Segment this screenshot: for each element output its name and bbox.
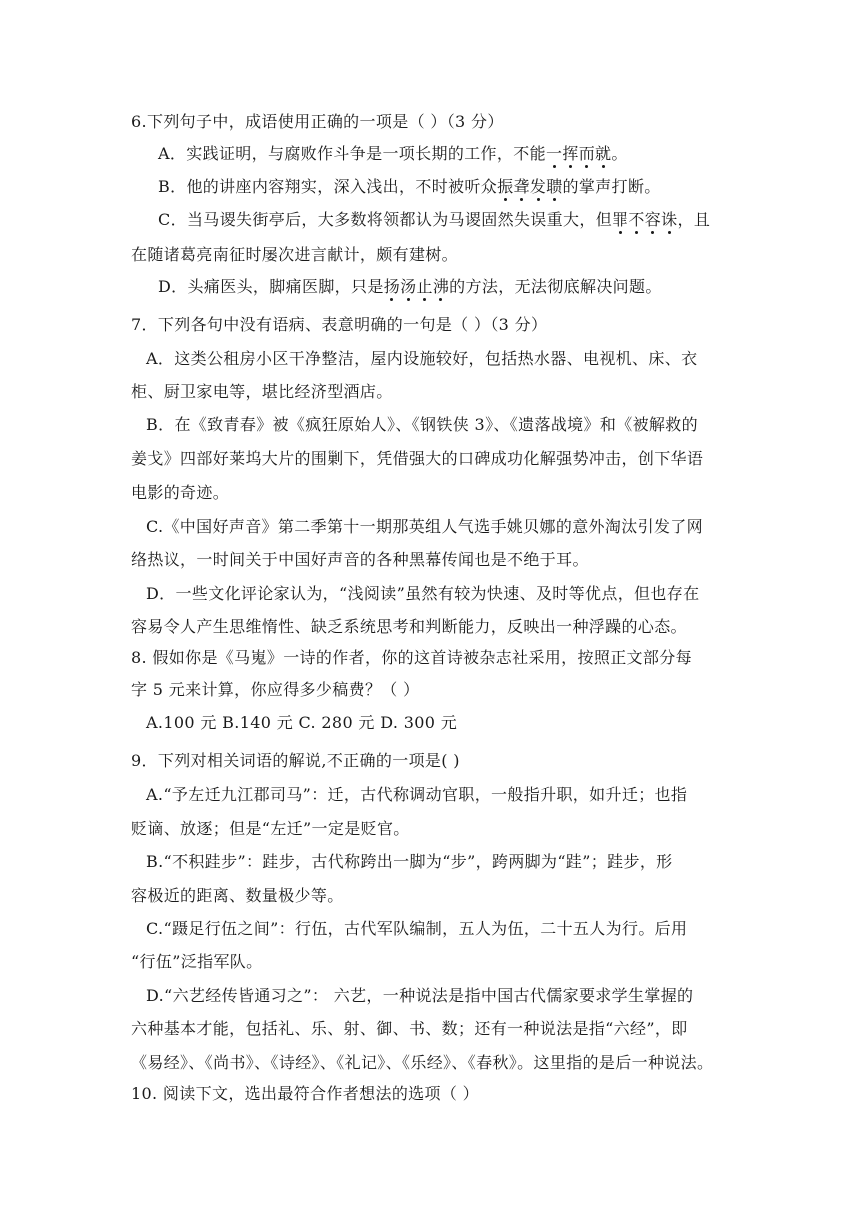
emphasis-char: 汤 [400,277,417,296]
q10-stem: 10. 阅读下文，选出最符合作者想法的选项（ ） [131,1084,480,1103]
q7-option-d-cont: 容易令人产生思维惰性、缺乏系统思考和判断能力，反映出一种浮躁的心态。 [131,617,687,636]
emphasis-char: 挥 [562,144,579,163]
emphasis-char: 止 [416,277,433,296]
emphasis-char: 发 [529,177,547,196]
emphasis-char: 振 [497,177,514,196]
emphasis-char: 聩 [546,177,563,196]
q6-option-d: D．头痛医头，脚痛医脚，只是扬汤止沸的方法，无法彻底解决问题。 [158,277,662,296]
emphasis-char: 聋 [513,177,530,196]
q9-option-d-cont1: 六种基本才能，包括礼、乐、射、御、书、数；还有一种说法是指“六经”，即 [131,1019,688,1038]
q7-option-c-cont: 络热议，一时间关于中国好声音的各种黑幕传闻也是不绝于耳。 [131,550,589,569]
emphasis-char: 沸 [432,277,450,296]
q7-option-a: A．这类公租房小区干净整洁，屋内设施较好，包括热水器、电视机、床、衣 [146,349,698,368]
q8-stem-cont: 字 5 元来计算，你应得多少稿费？（ ） [131,680,420,699]
q7-option-b-cont2: 电影的奇迹。 [131,483,230,502]
q9-option-c: C.“蹑足行伍之间”：行伍，古代军队编制，五人为伍，二十五人为行。后用 [146,919,688,938]
q6-b-idiom [497,177,562,196]
q9-option-d-cont2: 《易经》、《尚书》、《诗经》、《礼记》、《乐经》、《春秋》。这里指的是后一种说法。 [131,1053,714,1072]
q6-a-idiom [546,144,611,163]
q6-c-idiom [612,210,677,229]
q7-option-a-cont: 柜、厨卫家电等，堪比经济型酒店。 [131,382,393,401]
q7-option-d: D．一些文化评论家认为，“浅阅读”虽然有较为快速、及时等优点，但也存在 [146,584,700,603]
q9-option-d: D.“六艺经传皆通习之”： 六艺，一种说法是指中国古代儒家要求学生掌握的 [146,986,694,1005]
q9-option-a-cont: 贬谪、放逐；但是“左迁”一定是贬官。 [131,819,410,838]
q9-stem: 9．下列对相关词语的解说,不正确的一项是( ) [131,751,460,770]
q7-stem: 7．下列各句中没有语病、表意明确的一句是（ ）（3 分） [131,315,548,334]
q7-option-b-cont1: 姜戈》四部好莱坞大片的围剿下，凭借强大的口碑成功化解强势冲击，创下华语 [131,449,704,468]
q9-option-b-cont: 容极近的距离、数量极少等。 [131,886,344,905]
emphasis-char: 而 [578,144,596,163]
q6-option-c-cont: 在随诸葛亮南征时屡次进言献计，颇有建树。 [131,245,459,264]
q6-option-b: B．他的讲座内容翔实，深入浅出，不时被听众振聋发聩的掌声打断。 [158,177,661,196]
emphasis-char: 就 [595,144,612,163]
q6-option-c: C．当马谡失街亭后，大多数将领都认为马谡固然失误重大，但罪不容诛，且 [158,210,711,229]
q7-option-c: C.《中国好声音》第二季第十一期那英组人气选手姚贝娜的意外淘汰引发了网 [146,517,704,536]
emphasis-char: 容 [644,210,662,229]
q9-option-a: A.“予左迁九江郡司马”：迁，古代称调动官职，一般指升职，如升迁；也指 [146,785,688,804]
emphasis-char: 一 [545,144,563,163]
q9-option-b: B.“不积跬步”：跬步，古代称跨出一脚为“步”，跨两脚为“跬”；跬步，形 [146,852,673,871]
emphasis-char: 扬 [383,277,401,296]
q6-d-idiom [384,277,449,296]
q6-option-a: A．实践证明，与腐败作斗争是一项长期的工作，不能一挥而就。 [158,144,628,163]
emphasis-char: 诛 [661,210,678,229]
q9-option-c-cont: “行伍”泛指军队。 [131,952,263,971]
q6-stem: 6.下列句子中，成语使用正确的一项是（ ）（3 分） [131,112,504,131]
q8-stem: 8. 假如你是《马嵬》一诗的作者，你的这首诗被杂志社采用，按照正文部分每 [131,648,692,667]
q7-option-b: B．在《致青春》被《疯狂原始人》、《钢铁侠 3》、《遗落战境》和《被解救的 [146,415,698,434]
emphasis-char: 罪 [612,210,629,229]
q8-options: A.100 元 B.140 元 C. 280 元 D. 300 元 [146,713,458,732]
emphasis-char: 不 [628,210,645,229]
